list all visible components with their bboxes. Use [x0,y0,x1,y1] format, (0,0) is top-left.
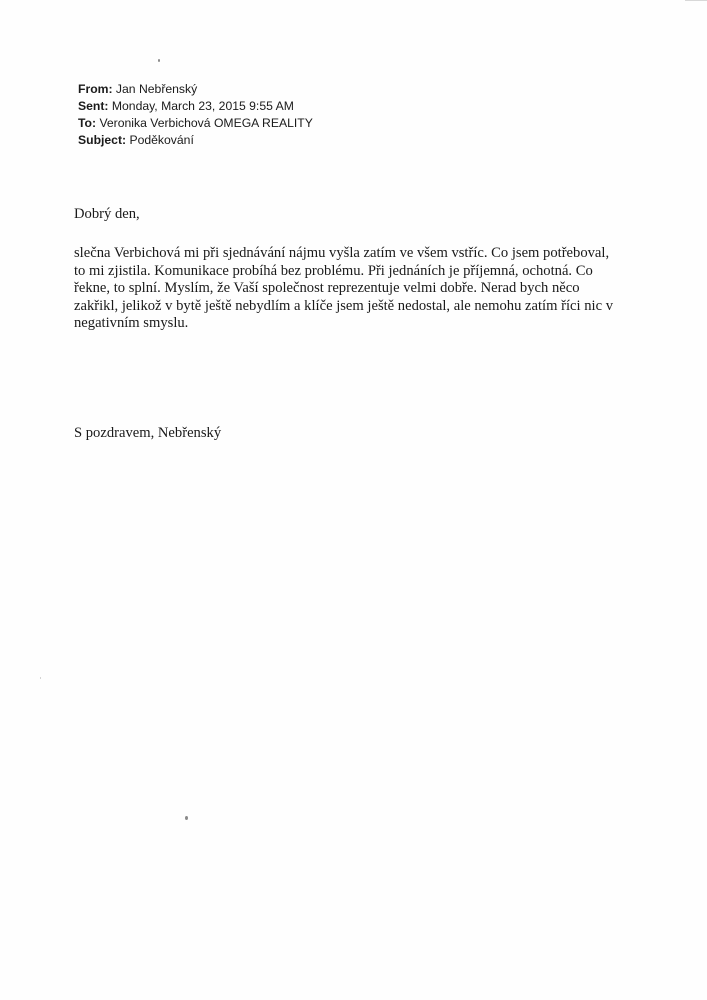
email-header [78,81,313,149]
from-value: Jan Nebřenský [115,82,198,96]
scan-speck [185,816,188,820]
body-line: negativním smyslu. [74,315,189,331]
body-line: zakřikl, jelikož v bytě ještě nebydlím a klíče jsem ještě nedostal, ale nemohu zatím říci nic v [74,297,613,314]
sent-label: Sent: [78,99,109,113]
scan-speck [158,59,160,62]
letter-body [74,245,614,333]
body-line: řekne, to splní. Myslím, že Vaší společnost reprezentuje velmi dobře. Nerad bych něco [74,280,580,296]
body-line: slečna Verbichová mi při sjednávání nájmu vyšla zatím ve všem vstříc. Co jsem potřeboval, [74,245,610,261]
subject-label: Subject: [78,133,127,147]
subject-line [78,132,313,149]
to-label: To: [78,116,97,130]
sent-line [78,98,313,115]
subject-value: Poděkování [129,133,194,147]
closing-signature: S pozdravem, Nebřenský [74,425,222,441]
sent-value: Monday, March 23, 2015 9:55 AM [111,99,294,113]
from-label: From: [78,82,113,96]
body-line: to mi zjistila. Komunikace probíhá bez problému. Při jednáních je příjemná, ochotná. Co [74,262,593,279]
to-line [78,115,313,132]
scan-speck [40,677,41,679]
greeting: Dobrý den, [74,206,140,222]
to-value: Veronika Verbichová OMEGA REALITY [99,116,313,130]
page-edge-mark [685,0,707,11]
from-line [78,81,313,98]
